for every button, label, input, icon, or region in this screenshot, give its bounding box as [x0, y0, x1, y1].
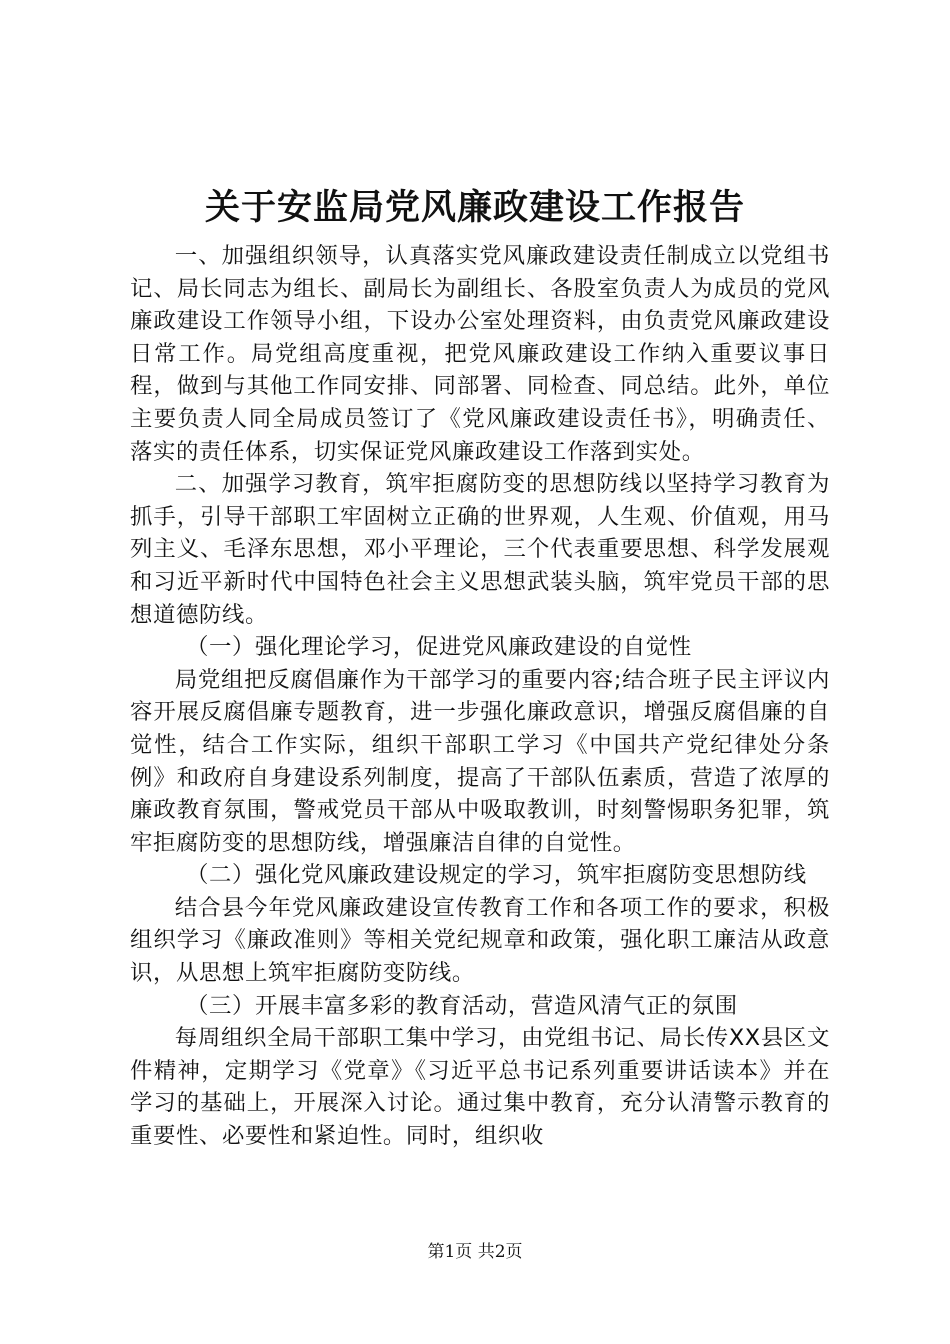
paragraph-5: 每周组织全局干部职工集中学习，由党组书记、局长传XX县区文件精神，定期学习《党章》《习近平总书记系列重要讲话读本》并在学习的基础上，开展深入讨论。通过集中教育，充分认清警示教育的重要性、必要性和紧迫性。同时，组织收 [130, 1025, 830, 1150]
document-title: 关于安监局党风廉政建设工作报告 [204, 187, 745, 228]
paragraph-1: 一、加强组织领导，认真落实党风廉政建设责任制成立以党组书记、局长同志为组长、副局长为副组长、各股室负责人为成员的党风廉政建设工作领导小组，下设办公室处理资料，由负责党风廉政建设日常工作。局党组高度重视，把党风廉政建设工作纳入重要议事日程，做到与其他工作同安排、同部署、同检查、同总结。此外，单位主要负责人同全局成员签订了《党风廉政建设责任书》，明确责任、落实的责任体系，切实保证党风廉政建设工作落到实处。 [130, 243, 830, 465]
section-heading-3: （三）开展丰富多彩的教育活动，营造风清气正的氛围 [186, 992, 738, 1019]
section-heading-1: （一）强化理论学习，促进党风廉政建设的自觉性 [186, 634, 692, 661]
page-footer: 第1页 共2页 [427, 1242, 523, 1262]
section-heading-2: （二）强化党风廉政建设规定的学习，筑牢拒腐防变思想防线 [186, 862, 807, 889]
paragraph-4: 结合县今年党风廉政建设宣传教育工作和各项工作的要求，积极组织学习《廉政准则》等相关党纪规章和政策，强化职工廉洁从政意识，从思想上筑牢拒腐防变防线。 [130, 894, 830, 987]
document-body [130, 240, 830, 1153]
paragraph-2: 二、加强学习教育，筑牢拒腐防变的思想防线以坚持学习教育为抓手，引导干部职工牢固树立正确的世界观，人生观、价值观，用马列主义、毛泽东思想，邓小平理论，三个代表重要思想、科学发展观和习近平新时代中国特色社会主义思想武装头脑，筑牢党员干部的思想道德防线。 [130, 471, 830, 628]
paragraph-3: 局党组把反腐倡廉作为干部学习的重要内容;结合班子民主评议内容开展反腐倡廉专题教育，进一步强化廉政意识，增强反腐倡廉的自觉性，结合工作实际，组织干部职工学习《中国共产党纪律处分条例》和政府自身建设系列制度，提高了干部队伍素质，营造了浓厚的廉政教育氛围，警戒党员干部从中吸取教训，时刻警惕职务犯罪，筑牢拒腐防变的思想防线，增强廉洁自律的自觉性。 [130, 666, 830, 856]
